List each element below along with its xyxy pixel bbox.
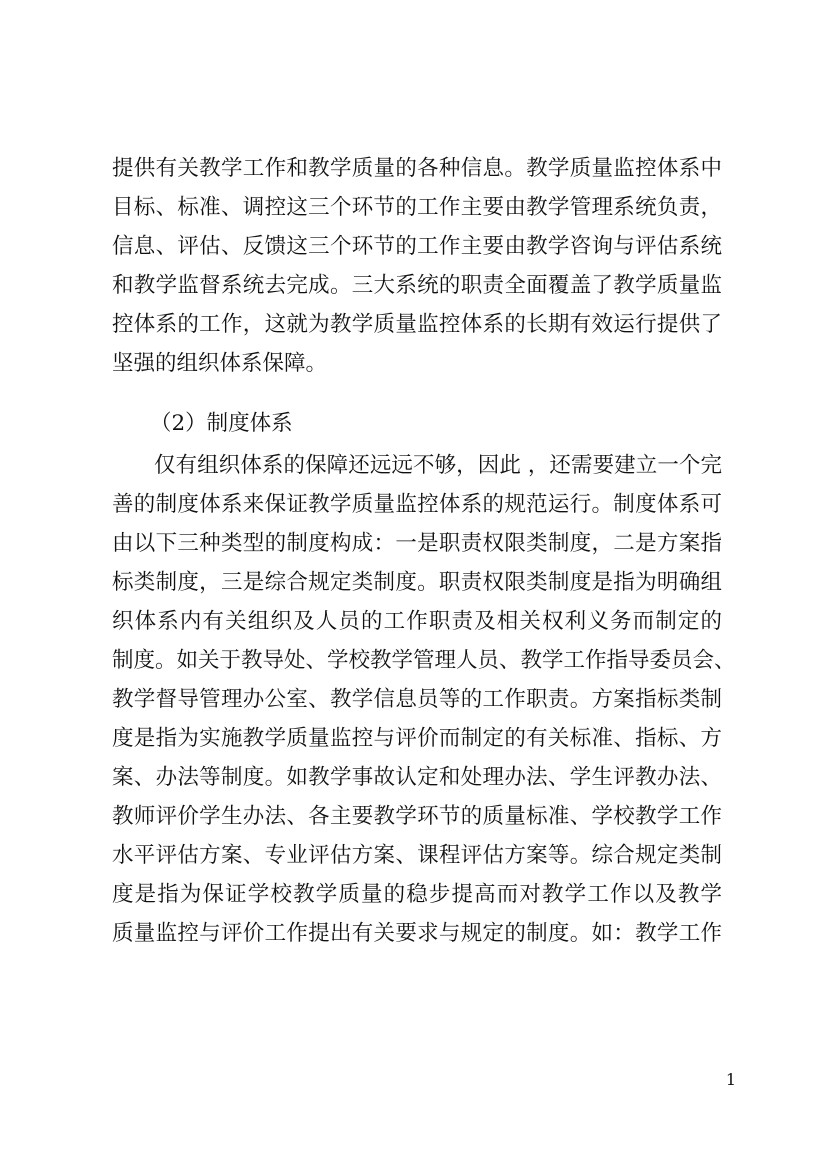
paragraph-2-line-11: 水平评估方案、专业评估方案、课程评估方案等。综合规定类制 bbox=[112, 843, 722, 868]
paragraph-1-line-4: 和教学监督系统去完成。三大系统的职责全面覆盖了教学质量监 bbox=[112, 273, 722, 298]
paragraph-2-line-3: 由以下三种类型的制度构成：一是职责权限类制度，二是方案指 bbox=[112, 531, 722, 556]
page-number: 1 bbox=[725, 1070, 736, 1089]
paragraph-2-line-1: 仅有组织体系的保障还远远不够，因此 ，还需要建立一个完 bbox=[154, 453, 722, 478]
paragraph-2-line-2: 善的制度体系来保证教学质量监控体系的规范运行。制度体系可 bbox=[112, 492, 722, 517]
paragraph-2-line-9: 案、办法等制度。如教学事故认定和处理办法、学生评教办法、 bbox=[112, 765, 722, 790]
paragraph-2-line-8: 度是指为实施教学质量监控与评价而制定的有关标准、指标、方 bbox=[112, 726, 722, 751]
paragraph-1-line-1: 提供有关教学工作和教学质量的各种信息。教学质量监控体系中 bbox=[112, 156, 722, 181]
paragraph-2-line-12: 度是指为保证学校教学质量的稳步提高而对教学工作以及教学 bbox=[112, 882, 722, 907]
paragraph-2-line-10: 教师评价学生办法、各主要教学环节的质量标准、学校教学工作 bbox=[112, 804, 722, 829]
paragraph-2-line-7: 教学督导管理办公室、教学信息员等的工作职责。方案指标类制 bbox=[112, 687, 722, 712]
paragraph-1-line-5: 控体系的工作，这就为教学质量监控体系的长期有效运行提供了 bbox=[112, 312, 722, 337]
paragraph-2-line-13: 质量监控与评价工作提出有关要求与规定的制度。如：教学工作 bbox=[112, 921, 722, 946]
paragraph-1-line-2: 目标、标准、调控这三个环节的工作主要由教学管理系统负责， bbox=[112, 195, 722, 220]
paragraph-1-line-3: 信息、评估、反馈这三个环节的工作主要由教学咨询与评估系统 bbox=[112, 234, 722, 259]
paragraph-2-line-6: 制度。如关于教导处、学校教学管理人员、教学工作指导委员会、 bbox=[112, 648, 736, 673]
section-heading: （2）制度体系 bbox=[150, 411, 293, 436]
paragraph-1-line-6: 坚强的组织体系保障。 bbox=[112, 351, 328, 376]
paragraph-2-line-4: 标类制度，三是综合规定类制度。职责权限类制度是指为明确组 bbox=[112, 570, 722, 595]
paragraph-2-line-5: 织体系内有关组织及人员的工作职责及相关权利义务而制定的 bbox=[112, 609, 722, 634]
